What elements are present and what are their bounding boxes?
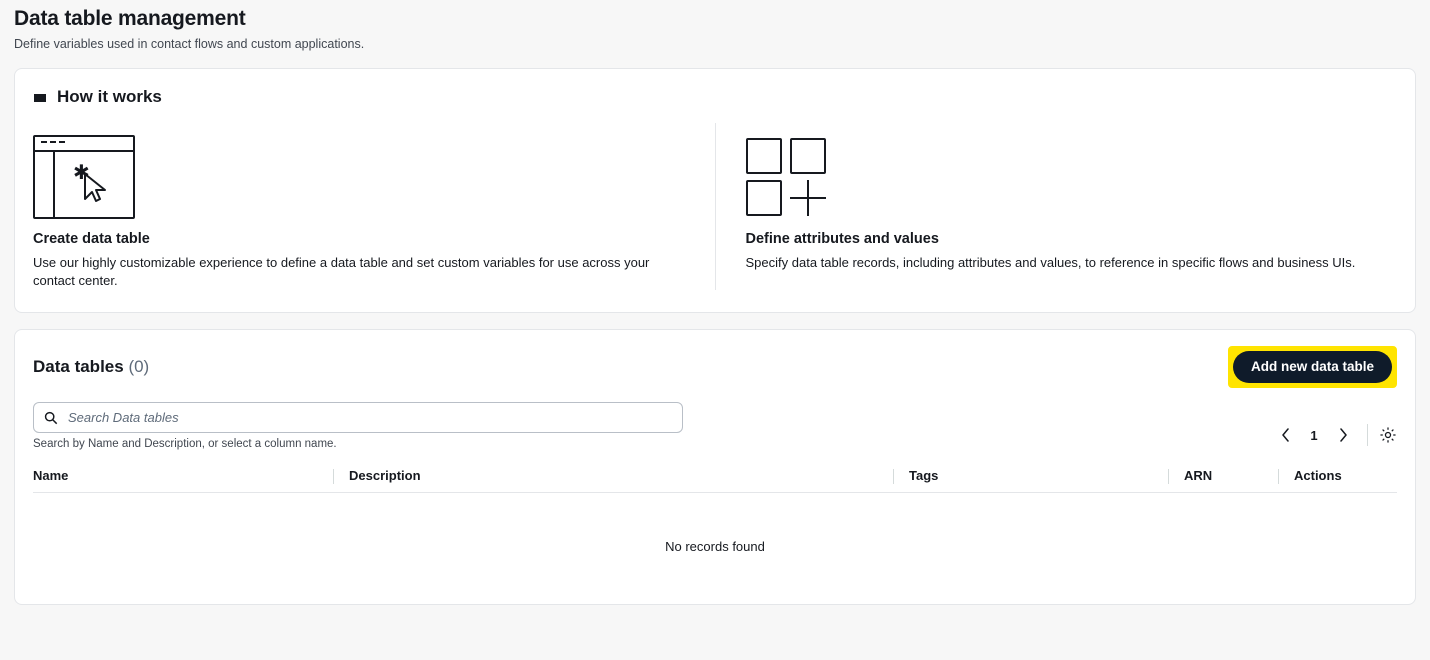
pagination-divider <box>1367 424 1368 446</box>
empty-state-row <box>33 493 1397 605</box>
attributes-values-title: Define attributes and values <box>745 231 939 247</box>
gear-icon[interactable] <box>1379 426 1397 444</box>
how-it-works-body <box>33 123 1397 290</box>
caret-down-icon[interactable] <box>33 90 47 104</box>
how-it-works-title: How it works <box>57 87 162 106</box>
column-header-description[interactable]: Description <box>333 468 893 493</box>
table-header-row <box>33 468 1397 493</box>
data-tables-title-group <box>33 357 149 377</box>
pagination <box>1272 422 1397 448</box>
column-header-name[interactable]: Name <box>33 468 333 493</box>
page-title: Data table management <box>14 7 246 30</box>
data-tables-table <box>33 468 1397 604</box>
page-header <box>14 0 1416 52</box>
page-subtitle: Define variables used in contact flows and custom applications. <box>14 37 365 51</box>
add-new-data-table-button[interactable]: Add new data table <box>1233 351 1392 383</box>
search-icon <box>44 411 58 425</box>
chevron-left-icon[interactable] <box>1272 422 1298 448</box>
empty-state-message: No records found <box>665 539 765 554</box>
how-it-works-column-create <box>33 123 715 290</box>
create-table-illustration: ✱ <box>33 123 685 231</box>
chevron-right-icon[interactable] <box>1330 422 1356 448</box>
create-table-title: Create data table <box>33 231 150 247</box>
how-it-works-column-attributes <box>715 123 1398 290</box>
data-tables-header <box>33 346 1397 388</box>
attributes-values-illustration <box>746 123 1398 231</box>
attributes-values-text: Specify data table records, including attributes and values, to reference in specific flows and business UIs. <box>745 255 1356 270</box>
column-header-tags[interactable]: Tags <box>893 468 1168 493</box>
data-tables-title: Data tables <box>33 357 124 376</box>
data-tables-count: (0) <box>128 357 150 376</box>
column-header-actions[interactable]: Actions <box>1278 468 1397 493</box>
create-table-text: Use our highly customizable experience to define a data table and set custom variables for use across your contact center. <box>33 255 650 288</box>
add-new-data-table-highlight <box>1228 346 1397 388</box>
column-header-arn[interactable]: ARN <box>1168 468 1278 493</box>
search-hint: Search by Name and Description, or select a column name. <box>33 438 337 450</box>
search-input[interactable] <box>66 409 672 426</box>
data-tables-card <box>14 329 1416 605</box>
search-box[interactable] <box>33 402 683 433</box>
how-it-works-header[interactable] <box>33 87 1397 107</box>
pagination-page-1[interactable]: 1 <box>1310 427 1318 443</box>
how-it-works-card <box>14 68 1416 313</box>
search-row <box>33 402 1397 450</box>
